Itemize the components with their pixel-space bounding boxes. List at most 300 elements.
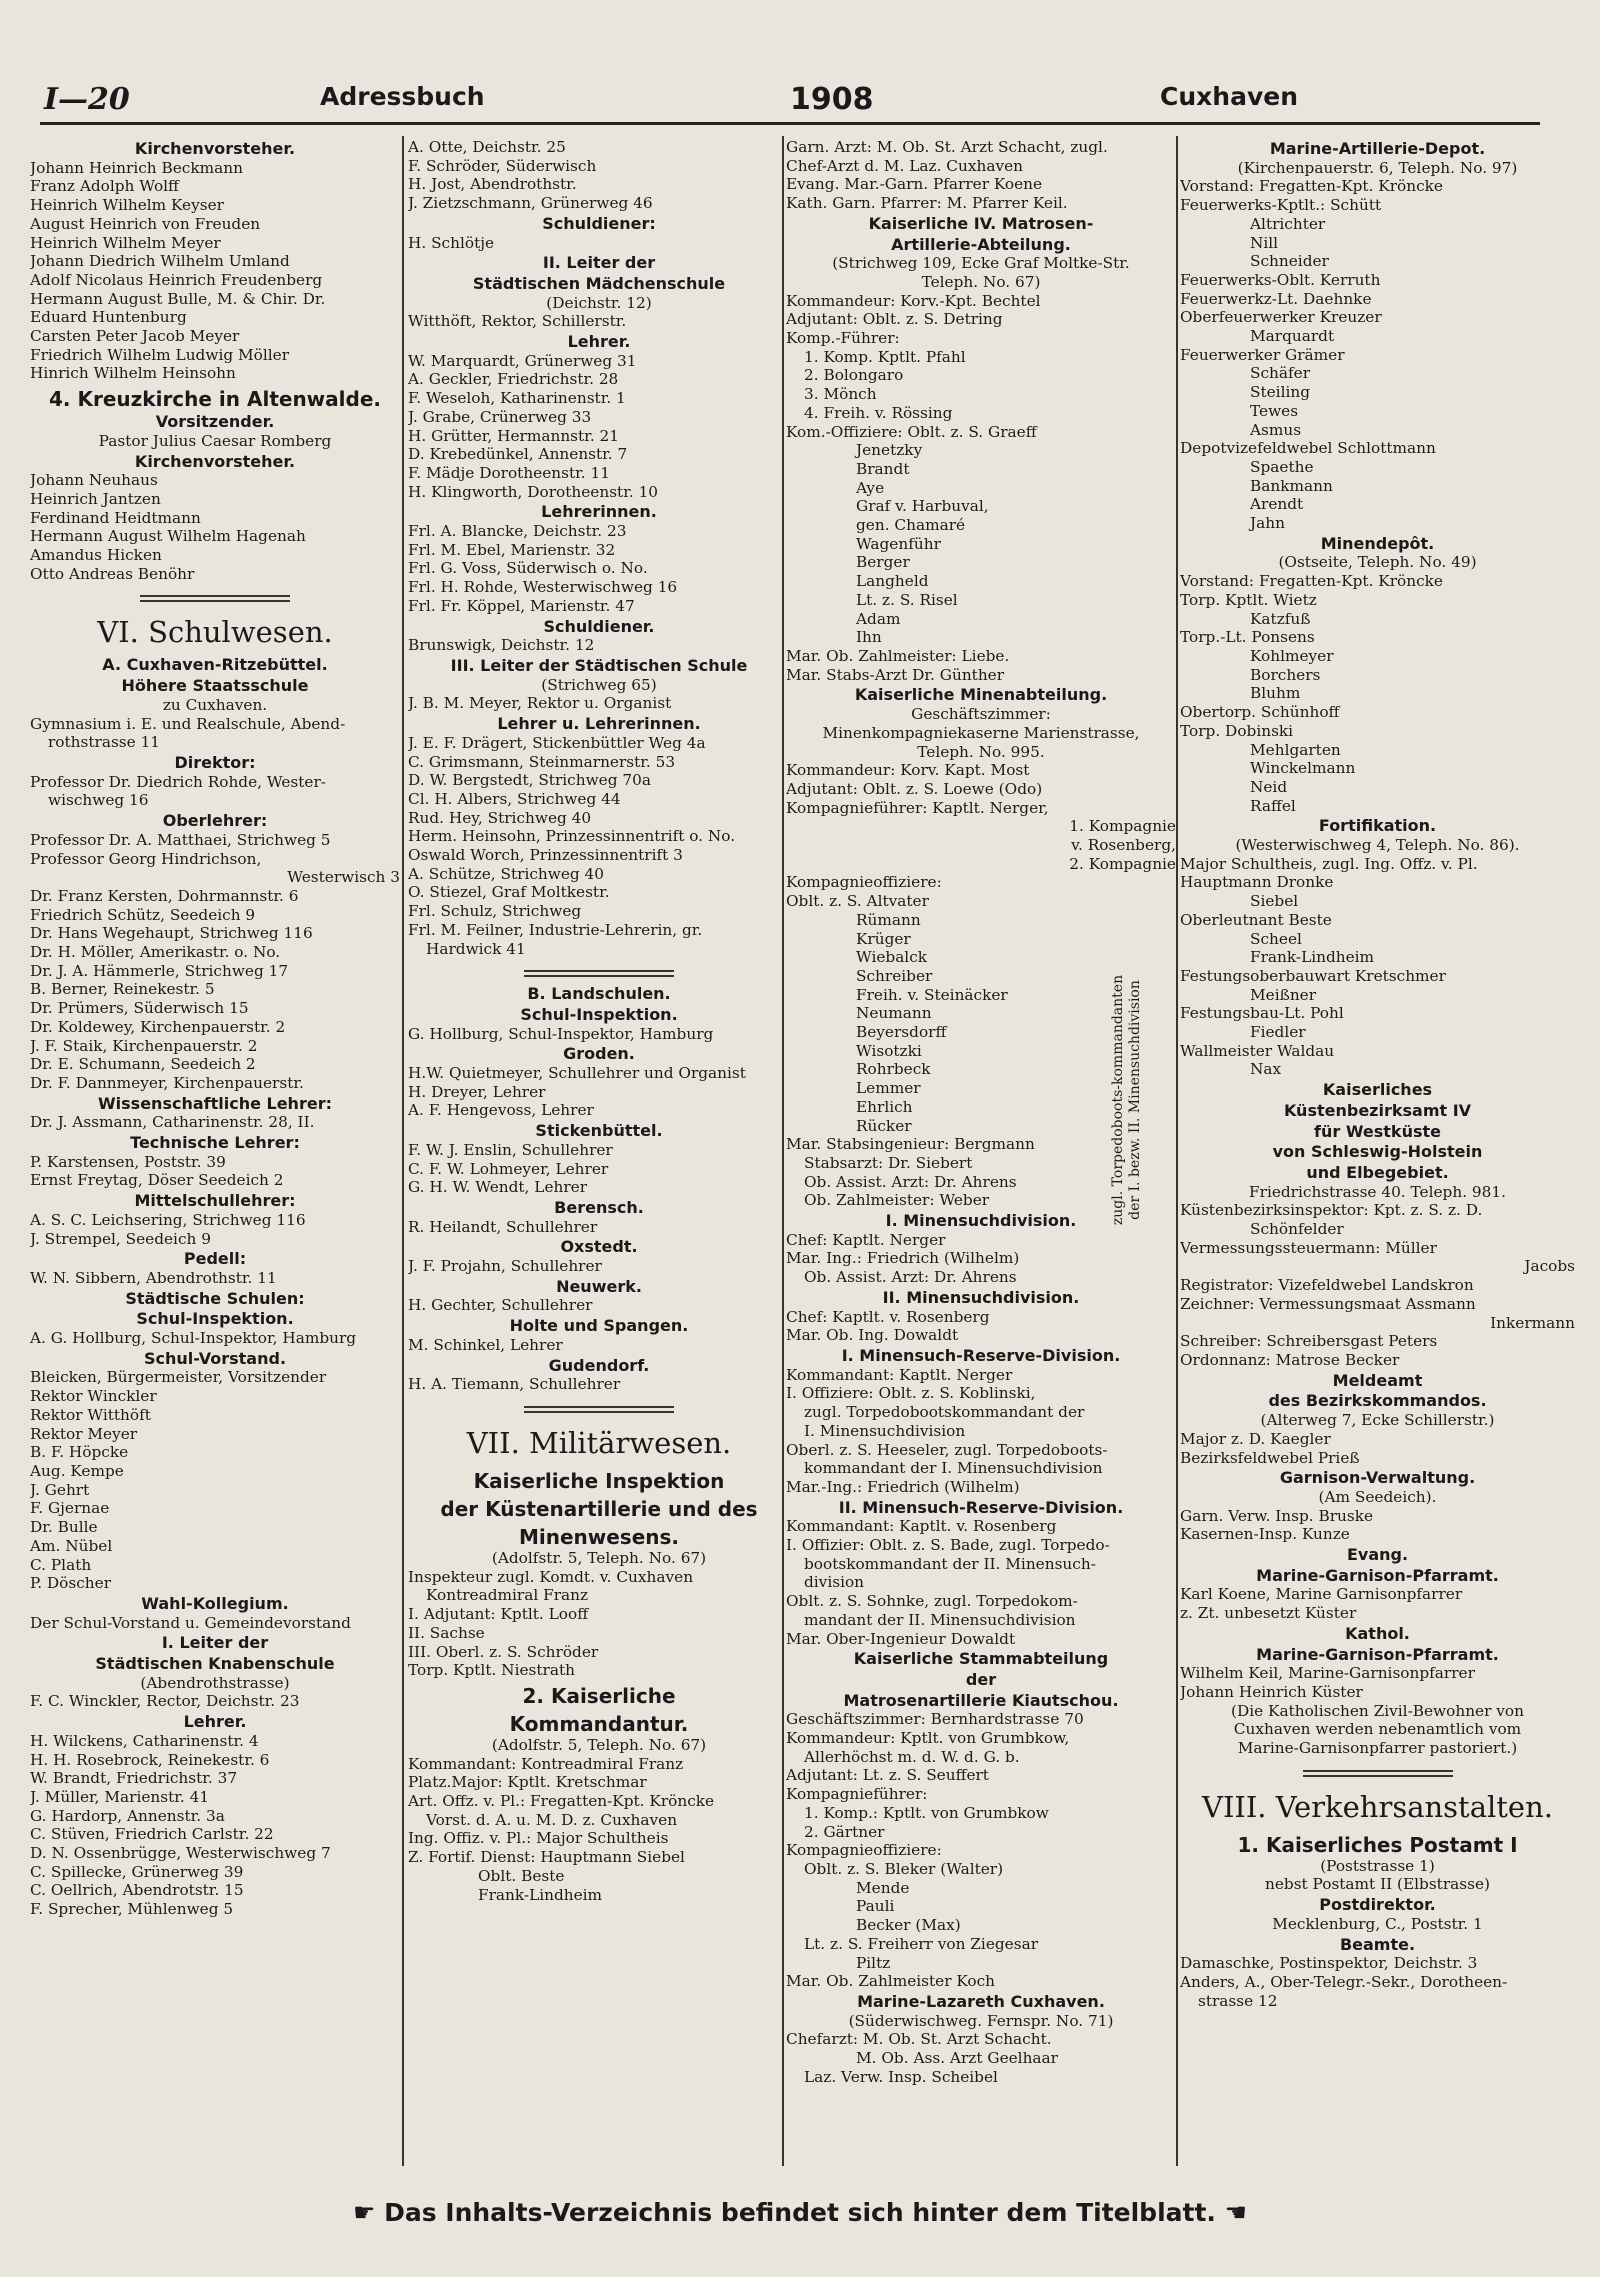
entry-line: Brunswigk, Deichstr. 12 <box>408 636 595 655</box>
entry-line: G. Hardorp, Annenstr. 3a <box>30 1806 225 1825</box>
section-heading: Minenwesens. <box>518 1525 680 1549</box>
entry-line: Friedrich Schütz, Seedeich 9 <box>30 905 256 924</box>
entry-line: Cuxhaven werden nebenamtlich vom <box>1233 1720 1522 1739</box>
double-rule <box>140 595 290 602</box>
entry-line: Feuerwerkz-Lt. Daehnke <box>1180 289 1372 308</box>
entry-line: 1. Komp. Kptlt. Pfahl <box>804 347 966 366</box>
running-header <box>40 78 1540 125</box>
entry-line: Rektor Witthöft <box>30 1405 151 1424</box>
section-heading: Küstenbezirksamt IV <box>1283 1100 1472 1120</box>
entry-line: Frl. Schulz, Strichweg <box>408 902 582 921</box>
entry-line: Obertorp. Schünhoff <box>1180 703 1340 722</box>
entry-line: Ferdinand Heidtmann <box>30 508 201 527</box>
footer-note: ☛ Das Inhalts-Verzeichnis befindet sich hinter dem Titelblatt. ☚ <box>352 2198 1248 2227</box>
entry-line: Bluhm <box>1250 684 1301 703</box>
entry-line: (Abendrothstrasse) <box>140 1673 290 1692</box>
entry-line: Nax <box>1250 1060 1282 1079</box>
section-heading: Mittelschullehrer: <box>134 1191 296 1211</box>
entry-line: nebst Postamt II (Elbstrasse) <box>1265 1875 1490 1894</box>
entry-line: Wagenführ <box>856 534 941 553</box>
entry-line: Ernst Freytag, Döser Seedeich 2 <box>30 1171 284 1190</box>
entry-line: Rümann <box>856 910 921 929</box>
entry-line: Wisotzki <box>856 1041 922 1060</box>
column-divider <box>402 136 404 2166</box>
entry-line: Carsten Peter Jacob Meyer <box>30 327 240 346</box>
entry-line: Rücker <box>856 1116 912 1135</box>
entry-line: H. Dreyer, Lehrer <box>408 1082 546 1101</box>
entry-line: Hermann August Bulle, M. & Chir. Dr. <box>30 289 326 308</box>
section-heading: I. Leiter der <box>161 1633 269 1653</box>
entry-line: (Poststrasse 1) <box>1320 1856 1435 1875</box>
entry-line: Steiling <box>1250 383 1310 402</box>
entry-line: Geschäftszimmer: <box>911 705 1051 724</box>
entry-line: Kommandeur: Korv.-Kpt. Bechtel <box>786 291 1041 310</box>
entry-line: Oswald Worch, Prinzessinnentrift 3 <box>408 846 683 865</box>
section-heading: Marine-Lazareth Cuxhaven. <box>857 1991 1105 2011</box>
page-number: I—20 <box>44 82 130 117</box>
entry-line: (Westerwischweg 4, Teleph. No. 86). <box>1235 836 1520 855</box>
entry-line: Lemmer <box>856 1079 921 1098</box>
entry-line: III. Oberl. z. S. Schröder <box>408 1642 599 1661</box>
entry-line: Otto Andreas Benöhr <box>30 564 195 583</box>
entry-line: Mar. Ob. Zahlmeister: Liebe. <box>786 646 1010 665</box>
entry-line: Frl. M. Ebel, Marienstr. 32 <box>408 540 616 559</box>
entry-line: Inkermann <box>1490 1313 1575 1332</box>
entry-line: Teleph. No. 67) <box>921 272 1041 291</box>
section-heading: Marine-Artillerie-Depot. <box>1269 139 1486 158</box>
entry-line: D. W. Bergstedt, Strichweg 70a <box>408 771 651 790</box>
entry-line: Borchers <box>1250 665 1321 684</box>
entry-line: August Heinrich von Freuden <box>30 214 261 233</box>
section-heading: B. Landschulen. <box>527 984 671 1004</box>
entry-line: Raffel <box>1250 796 1296 815</box>
entry-line: F. W. J. Enslin, Schullehrer <box>408 1140 613 1159</box>
entry-line: Johann Heinrich Beckmann <box>30 158 243 177</box>
entry-line: Mar. Stabsingenieur: Bergmann <box>786 1135 1035 1154</box>
entry-line: Frl. M. Feilner, Industrie-Lehrerin, gr. <box>408 920 703 939</box>
section-heading: für Westküste <box>1314 1121 1441 1141</box>
entry-line: Bleicken, Bürgermeister, Vorsitzender <box>30 1368 327 1387</box>
entry-line: Festungsbau-Lt. Pohl <box>1180 1004 1344 1023</box>
entry-line: Bezirksfeldwebel Prieß <box>1180 1448 1360 1467</box>
entry-line: (Die Katholischen Zivil-Bewohner von <box>1231 1701 1524 1720</box>
entry-line: 2. Bolongaro <box>804 366 904 385</box>
entry-line: Lt. z. S. Freiherr von Ziegesar <box>804 1934 1039 1953</box>
entry-line: Chef: Kaptlt. v. Rosenberg <box>786 1307 990 1326</box>
entry-line: Kontreadmiral Franz <box>426 1586 589 1605</box>
entry-line: Oblt. Beste <box>478 1866 565 1885</box>
entry-line: Damaschke, Postinspektor, Deichstr. 3 <box>1180 1954 1478 1973</box>
entry-line: Chef: Kaptlt. Nerger <box>786 1230 946 1249</box>
section-heading: Artillerie-Abteilung. <box>891 234 1071 254</box>
entry-line: Winckelmann <box>1250 759 1356 778</box>
entry-line: 1. Kompagnie <box>1069 817 1176 836</box>
section-heading: Beamte. <box>1339 1934 1416 1954</box>
section-heading: Lehrer. <box>567 332 631 352</box>
entry-line: Adjutant: Oblt. z. S. Loewe (Odo) <box>786 779 1043 798</box>
entry-line: Stabsarzt: Dr. Siebert <box>804 1153 973 1172</box>
entry-line: I. Adjutant: Kptlt. Looff <box>408 1605 589 1624</box>
section-heading: Städtischen Knabenschule <box>95 1654 335 1674</box>
entry-line: D. N. Ossenbrügge, Westerwischweg 7 <box>30 1844 331 1863</box>
entry-line: I. Offizier: Oblt. z. S. Bade, zugl. Torpedo- <box>786 1536 1110 1555</box>
entry-line: M. Schinkel, Lehrer <box>408 1335 563 1354</box>
entry-line: Kath. Garn. Pfarrer: M. Pfarrer Keil. <box>786 194 1068 213</box>
entry-line: Garn. Arzt: M. Ob. St. Arzt Schacht, zugl. <box>786 138 1108 156</box>
entry-line: O. Stiezel, Graf Moltkestr. <box>408 883 610 902</box>
entry-line: Pastor Julius Caesar Romberg <box>98 431 332 450</box>
column-2 <box>408 138 790 2173</box>
entry-line: 2. Gärtner <box>804 1822 885 1841</box>
entry-line: Kompagnieführer: <box>786 1785 928 1804</box>
entry-line: Professor Dr. Diedrich Rohde, Wester- <box>30 772 326 791</box>
entry-line: Mar.-Ing.: Friedrich (Wilhelm) <box>786 1477 1020 1496</box>
entry-line: Ordonnanz: Matrose Becker <box>1180 1351 1400 1369</box>
section-heading: III. Leiter der Städtischen Schule <box>450 655 748 675</box>
entry-line: Kompagnieoffiziere: <box>786 873 942 892</box>
entry-line: Platz.Major: Kptlt. Kretschmar <box>408 1773 647 1792</box>
entry-line: Berger <box>856 553 910 572</box>
entry-line: Dr. J. A. Hämmerle, Strichweg 17 <box>30 961 289 980</box>
section-heading: Kathol. <box>1345 1623 1410 1643</box>
entry-line: Oblt. z. S. Bleker (Walter) <box>804 1859 1004 1878</box>
entry-line: (Strichweg 65) <box>541 675 657 694</box>
entry-line: Schneider <box>1250 252 1329 271</box>
entry-line: Mar. Ing.: Friedrich (Wilhelm) <box>786 1249 1020 1268</box>
entry-line: I. Offiziere: Oblt. z. S. Koblinski, <box>786 1384 1036 1403</box>
section-heading: Wahl-Kollegium. <box>141 1593 289 1613</box>
entry-line: Brandt <box>856 459 910 478</box>
entry-line: C. Oellrich, Abendrotstr. 15 <box>30 1881 244 1900</box>
entry-line: Freih. v. Steinäcker <box>856 985 1008 1004</box>
entry-line: Depotvizefeldwebel Schlottmann <box>1180 439 1436 458</box>
entry-line: 2. Kompagnie <box>1069 854 1176 873</box>
entry-line: Eduard Huntenburg <box>30 308 187 327</box>
entry-line: H. Jost, Abendrothstr. <box>408 175 577 194</box>
entry-line: J. Strempel, Seedeich 9 <box>30 1229 211 1248</box>
section-heading: Höhere Staatsschule <box>121 676 309 696</box>
entry-line: W. N. Sibbern, Abendrothstr. 11 <box>30 1268 277 1287</box>
entry-line: Am. Nübel <box>30 1536 113 1555</box>
entry-line: Altrichter <box>1250 214 1326 233</box>
entry-line: Wiebalck <box>856 948 928 967</box>
entry-line: Pauli <box>856 1897 895 1916</box>
section-heading: Lehrer. <box>183 1712 247 1732</box>
entry-line: J. Müller, Marienstr. 41 <box>30 1787 210 1806</box>
section-heading: Kirchenvorsteher. <box>134 451 296 471</box>
section-heading: Lehrerinnen. <box>541 502 657 522</box>
entry-line: (Ostseite, Teleph. No. 49) <box>1278 553 1477 572</box>
entry-line: Oberleutnant Beste <box>1180 910 1332 929</box>
entry-line: H. A. Tiemann, Schullehrer <box>408 1375 621 1394</box>
entry-line: 4. Freih. v. Rössing <box>804 403 953 422</box>
entry-line: Professor Georg Hindrichson, <box>30 849 262 868</box>
column-divider <box>1176 136 1178 2166</box>
entry-line: D. Krebedünkel, Annenstr. 7 <box>408 445 628 464</box>
entry-line: J. Gehrt <box>30 1480 90 1499</box>
entry-line: Kompagnieführer: Kaptlt. Nerger, <box>786 798 1049 817</box>
entry-line: kommandant der I. Minensuchdivision <box>804 1459 1103 1478</box>
entry-line: Anders, A., Ober-Telegr.-Sekr., Dorotheen- <box>1180 1972 1508 1991</box>
entry-line: Chefarzt: M. Ob. St. Arzt Schacht. <box>786 2030 1052 2049</box>
entry-line: Dr. Prümers, Süderwisch 15 <box>30 999 249 1018</box>
section-heading: Postdirektor. <box>1319 1895 1436 1915</box>
entry-line: Feuerwerks-Oblt. Kerruth <box>1180 270 1381 289</box>
entry-line: 3. Mönch <box>804 385 877 404</box>
entry-line: Aye <box>856 478 885 497</box>
entry-line: Friedrichstrasse 40. Teleph. 981. <box>1249 1182 1506 1201</box>
entry-line: F. Weseloh, Katharinenstr. 1 <box>408 389 626 408</box>
entry-line: Neumann <box>856 1004 932 1023</box>
section-heading: Schuldiener. <box>543 616 655 636</box>
entry-line: Heinrich Wilhelm Meyer <box>30 233 221 252</box>
entry-line: Kasernen-Insp. Kunze <box>1180 1525 1350 1544</box>
section-heading: I. Minensuchdivision. <box>885 1211 1077 1231</box>
chapter-title: VII. Militärwesen. <box>466 1426 732 1460</box>
entry-line: Inspekteur zugl. Komdt. v. Cuxhaven <box>408 1567 694 1586</box>
section-heading: Fortifikation. <box>1318 816 1437 836</box>
entry-line: Ehrlich <box>856 1097 913 1116</box>
section-heading: Marine-Garnison-Pfarramt. <box>1256 1644 1499 1664</box>
entry-line: Komp.-Führer: <box>786 329 900 348</box>
section-heading: der Küstenartillerie und des <box>440 1497 758 1521</box>
entry-line: Scheel <box>1250 929 1302 948</box>
entry-line: Rohrbeck <box>856 1060 931 1079</box>
entry-line: Krüger <box>856 929 911 948</box>
entry-line: Vorstand: Fregatten-Kpt. Kröncke <box>1180 572 1443 591</box>
entry-line: F. Mädje Dorotheenstr. 11 <box>408 463 610 482</box>
entry-line: A. Geckler, Friedrichstr. 28 <box>408 370 619 389</box>
entry-line: Tewes <box>1250 401 1299 420</box>
entry-line: (Adolfstr. 5, Teleph. No. 67) <box>491 1735 707 1754</box>
entry-line: rothstrasse 11 <box>48 733 161 752</box>
entry-line: Ihn <box>856 628 882 647</box>
entry-line: Piltz <box>856 1953 891 1972</box>
entry-line: Wallmeister Waldau <box>1180 1041 1335 1060</box>
entry-line: Spaethe <box>1250 457 1314 476</box>
section-heading: Schul-Inspektion. <box>136 1309 294 1329</box>
entry-line: Dr. H. Möller, Amerikastr. o. No. <box>30 943 281 962</box>
entry-line: Feuerwerks-Kptlt.: Schütt <box>1180 196 1382 215</box>
entry-line: Kompagnieoffiziere: <box>786 1841 942 1860</box>
section-heading: 2. Kaiserliche <box>522 1683 676 1708</box>
entry-line: Dr. F. Dannmeyer, Kirchenpauerstr. <box>30 1073 304 1092</box>
entry-line: Kommandant: Kontreadmiral Franz <box>408 1754 684 1773</box>
entry-line: Ob. Assist. Arzt: Dr. Ahrens <box>804 1268 1017 1287</box>
entry-line: G. Hollburg, Schul-Inspektor, Hamburg <box>408 1024 714 1043</box>
entry-line: Dr. Franz Kersten, Dohrmannstr. 6 <box>30 886 299 905</box>
entry-line: F. Schröder, Süderwisch <box>408 156 597 175</box>
entry-line: F. Gjernae <box>30 1499 110 1518</box>
entry-line: Kommandeur: Kptlt. von Grumbkow, <box>786 1729 1070 1748</box>
entry-line: Wilhelm Keil, Marine-Garnisonpfarrer <box>1180 1664 1475 1683</box>
section-heading: Wissenschaftliche Lehrer: <box>98 1093 332 1113</box>
entry-line: v. Rosenberg, <box>1071 836 1176 855</box>
entry-line: J. F. Staik, Kirchenpauerstr. 2 <box>30 1036 258 1055</box>
section-heading: 1. Kaiserliches Postamt I <box>1237 1832 1518 1857</box>
double-rule <box>1303 1770 1453 1777</box>
entry-line: Bankmann <box>1250 476 1333 495</box>
double-rule <box>524 1406 674 1413</box>
entry-line: Allerhöchst m. d. W. d. G. b. <box>804 1747 1020 1766</box>
section-heading: Kaiserliches <box>1322 1080 1433 1100</box>
entry-line: G. H. W. Wendt, Lehrer <box>408 1178 588 1197</box>
entry-line: Schreiber <box>856 966 933 985</box>
entry-line: Hauptmann Dronke <box>1180 873 1334 892</box>
entry-line: Mar. Ob. Ing. Dowaldt <box>786 1326 959 1345</box>
section-heading: A. Cuxhaven-Ritzebüttel. <box>102 655 328 675</box>
entry-line: Registrator: Vizefeldwebel Landskron <box>1180 1276 1474 1295</box>
entry-line: C. Spillecke, Grünerweg 39 <box>30 1862 244 1881</box>
entry-line: Oblt. z. S. Altvater <box>786 892 929 911</box>
entry-line: H. Klingworth, Dorotheenstr. 10 <box>408 482 659 501</box>
side-note-vertical: zugl. Torpedoboots-kommandanten der I. bezw. II. Minensuchdivision <box>1110 974 1143 1226</box>
section-heading: und Elbegebiet. <box>1306 1162 1449 1182</box>
section-heading: II. Minensuchdivision. <box>882 1287 1080 1307</box>
entry-line: Torp. Kptlt. Niestrath <box>408 1661 575 1680</box>
entry-line: Major Schultheis, zugl. Ing. Offz. v. Pl. <box>1180 854 1478 873</box>
entry-line: Kommandant: Kaptlt. Nerger <box>786 1365 1013 1384</box>
column-1 <box>30 138 400 2173</box>
entry-line: (Deichstr. 12) <box>546 293 652 312</box>
chapter-title: VIII. Verkehrsanstalten. <box>1202 1789 1553 1824</box>
entry-line: Festungsoberbauwart Kretschmer <box>1180 966 1446 985</box>
entry-line: Langheld <box>856 572 929 591</box>
entry-line: (Am Seedeich). <box>1318 1487 1437 1506</box>
section-heading: Gudendorf. <box>548 1355 650 1375</box>
entry-line: mandant der II. Minensuchdivision <box>804 1610 1076 1629</box>
entry-line: P. Döscher <box>30 1574 112 1593</box>
section-heading: Oxstedt. <box>560 1237 638 1257</box>
entry-line: Adjutant: Oblt. z. S. Detring <box>786 310 1003 329</box>
entry-line: Mende <box>856 1878 910 1897</box>
entry-line: zu Cuxhaven. <box>162 695 268 714</box>
entry-line: Dr. Koldewey, Kirchenpauerstr. 2 <box>30 1017 286 1036</box>
entry-line: Meißner <box>1250 985 1317 1004</box>
entry-line: Vorstand: Fregatten-Kpt. Kröncke <box>1180 177 1443 196</box>
entry-line: Siebel <box>1250 892 1299 911</box>
entry-line: wischweg 16 <box>48 791 149 810</box>
entry-line: P. Karstensen, Poststr. 39 <box>30 1152 226 1171</box>
entry-line: H. H. Rosebrock, Reinekestr. 6 <box>30 1750 270 1769</box>
entry-line: Rektor Meyer <box>30 1424 138 1443</box>
entry-line: Franz Adolph Wolff <box>30 177 179 196</box>
entry-line: F. C. Winckler, Rector, Deichstr. 23 <box>30 1692 300 1711</box>
entry-line: Laz. Verw. Insp. Scheibel <box>804 2067 998 2086</box>
entry-line: H. Grütter, Hermannstr. 21 <box>408 426 620 445</box>
entry-line: Dr. E. Schumann, Seedeich 2 <box>30 1055 256 1074</box>
entry-line: C. Stüven, Friedrich Carlstr. 22 <box>30 1825 274 1844</box>
header-year: 1908 <box>790 82 874 117</box>
entry-line: Evang. Mar.-Garn. Pfarrer Koene <box>786 175 1043 194</box>
entry-line: Arendt <box>1250 495 1304 514</box>
entry-line: Friedrich Wilhelm Ludwig Möller <box>30 345 290 364</box>
entry-line: Z. Fortif. Dienst: Hauptmann Siebel <box>408 1848 685 1867</box>
entry-line: Vorst. d. A. u. M. D. z. Cuxhaven <box>426 1810 678 1829</box>
entry-line: Fiedler <box>1250 1023 1306 1042</box>
section-heading: 4. Kreuzkirche in Altenwalde. <box>49 387 381 412</box>
entry-line: F. Sprecher, Mühlenweg 5 <box>30 1900 234 1919</box>
entry-line: Neid <box>1250 777 1288 796</box>
entry-line: Professor Dr. A. Matthaei, Strichweg 5 <box>30 830 331 849</box>
entry-line: Hermann August Wilhelm Hagenah <box>30 527 306 546</box>
entry-line: Heinrich Jantzen <box>30 489 161 508</box>
entry-line: J. B. M. Meyer, Rektor u. Organist <box>408 694 672 713</box>
entry-line: Mehlgarten <box>1250 740 1341 759</box>
entry-line: Westerwisch 3 <box>287 868 400 887</box>
entry-line: 1. Komp.: Kptlt. von Grumbkow <box>804 1803 1049 1822</box>
section-heading: Städtischen Mädchenschule <box>472 273 726 293</box>
entry-line: Der Schul-Vorstand u. Gemeindevorstand <box>30 1613 351 1632</box>
section-heading: Kirchenvorsteher. <box>134 139 296 158</box>
header-city: Cuxhaven <box>1160 82 1298 111</box>
entry-line: Torp. Dobinski <box>1180 721 1294 740</box>
entry-line: zugl. Torpedobootskommandant der <box>804 1403 1085 1422</box>
entry-line: R. Heilandt, Schullehrer <box>408 1217 598 1236</box>
entry-line: Lt. z. S. Risel <box>856 590 958 609</box>
entry-line: W. Marquardt, Grünerweg 31 <box>408 351 637 370</box>
entry-line: Zeichner: Vermessungsmaat Assmann <box>1180 1294 1476 1313</box>
entry-line: Amandus Hicken <box>30 546 162 565</box>
header-title: Adressbuch <box>320 82 485 111</box>
entry-line: Aug. Kempe <box>30 1462 124 1480</box>
footer-text: Das Inhalts-Verzeichnis befindet sich hinter dem Titelblatt. <box>384 2198 1216 2227</box>
section-heading: Neuwerk. <box>556 1276 642 1296</box>
section-heading: Stickenbüttel. <box>535 1121 663 1141</box>
entry-line: Dr. J. Assmann, Catharinenstr. 28, II. <box>30 1113 315 1132</box>
entry-line: Johann Neuhaus <box>30 471 158 490</box>
entry-line: B. Berner, Reinekestr. 5 <box>30 980 215 999</box>
entry-line: H. Wilckens, Catharinenstr. 4 <box>30 1731 259 1750</box>
entry-line: Ob. Assist. Arzt: Dr. Ahrens <box>804 1172 1017 1191</box>
entry-line: Herm. Heinsohn, Prinzessinnentrift o. No. <box>408 827 736 846</box>
entry-line: J. F. Projahn, Schullehrer <box>408 1257 602 1276</box>
entry-line: A. F. Hengevoss, Lehrer <box>408 1101 594 1120</box>
entry-line: Teleph. No. 995. <box>917 742 1045 761</box>
entry-line: Cl. H. Albers, Strichweg 44 <box>408 789 621 808</box>
entry-line: Feuerwerker Grämer <box>1180 345 1345 364</box>
entry-line: Garn. Verw. Insp. Bruske <box>1180 1506 1374 1525</box>
section-heading: Schuldiener: <box>542 213 656 233</box>
entry-line: Major z. D. Kaegler <box>1180 1429 1331 1448</box>
entry-line: Minenkompagniekaserne Marienstrasse, <box>822 723 1140 742</box>
section-heading: I. Minensuch-Reserve-Division. <box>841 1346 1121 1365</box>
entry-line: Heinrich Wilhelm Keyser <box>30 196 224 215</box>
entry-line: Küstenbezirksinspektor: Kpt. z. S. z. D. <box>1180 1201 1483 1220</box>
entry-line: Dr. Hans Wegehaupt, Strichweg 116 <box>30 924 313 943</box>
entry-line: Frl. Fr. Köppel, Marienstr. 47 <box>408 596 635 615</box>
entry-line: Gymnasium i. E. und Realschule, Abend- <box>30 714 346 733</box>
entry-line: Oblt. z. S. Sohnke, zugl. Torpedokom- <box>786 1592 1078 1611</box>
entry-line: gen. Chamaré <box>856 516 966 535</box>
section-heading: Holte und Spangen. <box>509 1316 689 1336</box>
entry-line: Rektor Winckler <box>30 1387 157 1406</box>
section-heading: Vorsitzender. <box>155 412 275 432</box>
entry-line: J. Zietzschmann, Grünerweg 46 <box>408 194 653 213</box>
section-heading: Matrosenartillerie Kiautschou. <box>843 1690 1119 1710</box>
entry-line: Torp.-Lt. Ponsens <box>1180 628 1315 647</box>
entry-line: H.W. Quietmeyer, Schullehrer und Organist <box>408 1064 746 1083</box>
entry-line: A. G. Hollburg, Schul-Inspektor, Hamburg <box>30 1329 357 1348</box>
entry-line: z. Zt. unbesetzt Küster <box>1180 1604 1357 1623</box>
entry-line: Adam <box>856 609 901 628</box>
entry-line: A. S. C. Leichsering, Strichweg 116 <box>30 1210 306 1229</box>
entry-line: strasse 12 <box>1198 1991 1278 2010</box>
entry-line: Johann Heinrich Küster <box>1180 1682 1363 1701</box>
entry-line: I. Minensuchdivision <box>804 1421 966 1440</box>
entry-line: Oberfeuerwerker Kreuzer <box>1180 308 1382 327</box>
double-rule <box>524 970 674 977</box>
